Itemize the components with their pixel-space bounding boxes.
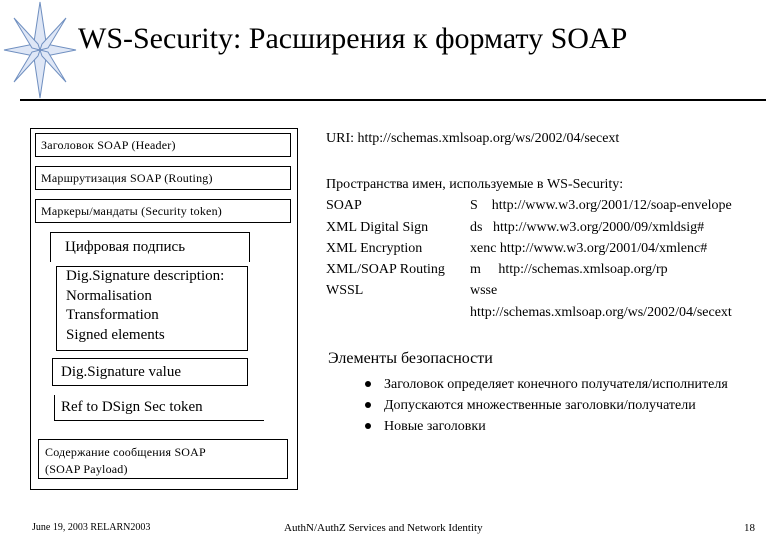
signature-value-box — [52, 358, 248, 386]
namespace-value: m http://schemas.xmlsoap.org/rp — [470, 262, 668, 278]
ref-token-label: Ref to DSign Sec token — [61, 399, 203, 415]
security-bullet-list — [362, 376, 772, 439]
ref-token-box — [54, 395, 264, 421]
payload-box — [38, 439, 288, 479]
digital-signature-box — [50, 232, 250, 262]
soap-header-box — [35, 133, 291, 157]
digital-signature-title: Цифровая подпись — [65, 239, 186, 255]
list-item — [362, 376, 772, 393]
routing-label: Маршрутизация SOAP (Routing) — [41, 171, 213, 185]
payload-line: Содержание сообщения SOAP — [45, 445, 206, 459]
page-title: WS-Security: Расширения к формату SOAP — [78, 22, 628, 55]
bullet-text: Заголовок определяет конечного получателя/исполнителя — [384, 377, 728, 392]
namespace-row — [326, 217, 705, 238]
footer-date: June 19, 2003 RELARN2003 — [32, 522, 151, 533]
namespace-name: SOAP — [326, 198, 362, 214]
namespace-row — [326, 259, 668, 280]
bullet-icon — [365, 423, 371, 429]
list-item — [362, 418, 772, 435]
namespace-value: ds http://www.w3.org/2000/09/xmldsig# — [470, 219, 705, 235]
namespace-row — [326, 195, 732, 216]
bullet-icon — [365, 381, 371, 387]
signature-value-label: Dig.Signature value — [61, 364, 181, 380]
namespace-name: XML Encryption — [326, 240, 423, 256]
bullet-text: Новые заголовки — [384, 419, 486, 434]
bullet-text: Допускаются множественные заголовки/получатели — [384, 398, 696, 413]
title-divider — [20, 99, 766, 101]
signature-description-line: Normalisation — [66, 287, 152, 304]
security-token-box — [35, 199, 291, 223]
namespace-value: wsse — [470, 283, 498, 299]
namespace-value: xenc http://www.w3.org/2001/04/xmlenc# — [470, 240, 708, 256]
security-elements-title: Элементы безопасности — [328, 350, 493, 367]
signature-description-line: Transformation — [66, 307, 159, 323]
footer-title: AuthN/AuthZ Services and Network Identity — [284, 522, 483, 534]
bullet-icon — [365, 402, 371, 408]
payload-line: (SOAP Payload) — [45, 462, 128, 476]
namespace-value: S http://www.w3.org/2001/12/soap-envelope — [470, 198, 732, 214]
security-token-label: Маркеры/мандаты (Security token) — [41, 204, 222, 218]
signature-description-line: Dig.Signature description: — [66, 268, 225, 284]
list-item — [362, 397, 772, 414]
namespace-row — [326, 238, 708, 259]
namespace-name: XML/SOAP Routing — [326, 262, 445, 278]
signature-description-box — [56, 266, 248, 351]
page-number: 18 — [744, 522, 755, 534]
namespace-name: WSSL — [326, 283, 364, 299]
namespace-uri: URI: http://schemas.xmlsoap.org/ws/2002/04/secext — [326, 131, 620, 146]
namespace-row — [326, 280, 623, 301]
signature-description-line: Signed elements — [66, 326, 165, 343]
namespace-table — [326, 174, 732, 323]
namespace-row — [326, 302, 732, 323]
namespace-value: http://schemas.xmlsoap.org/ws/2002/04/secext — [470, 304, 732, 320]
namespace-name: XML Digital Sign — [326, 219, 429, 235]
soap-header-label: Заголовок SOAP (Header) — [41, 138, 176, 152]
routing-box — [35, 166, 291, 190]
star-logo-icon — [0, 0, 90, 100]
namespace-title: Пространства имен, используемые в WS-Security: — [326, 177, 624, 192]
